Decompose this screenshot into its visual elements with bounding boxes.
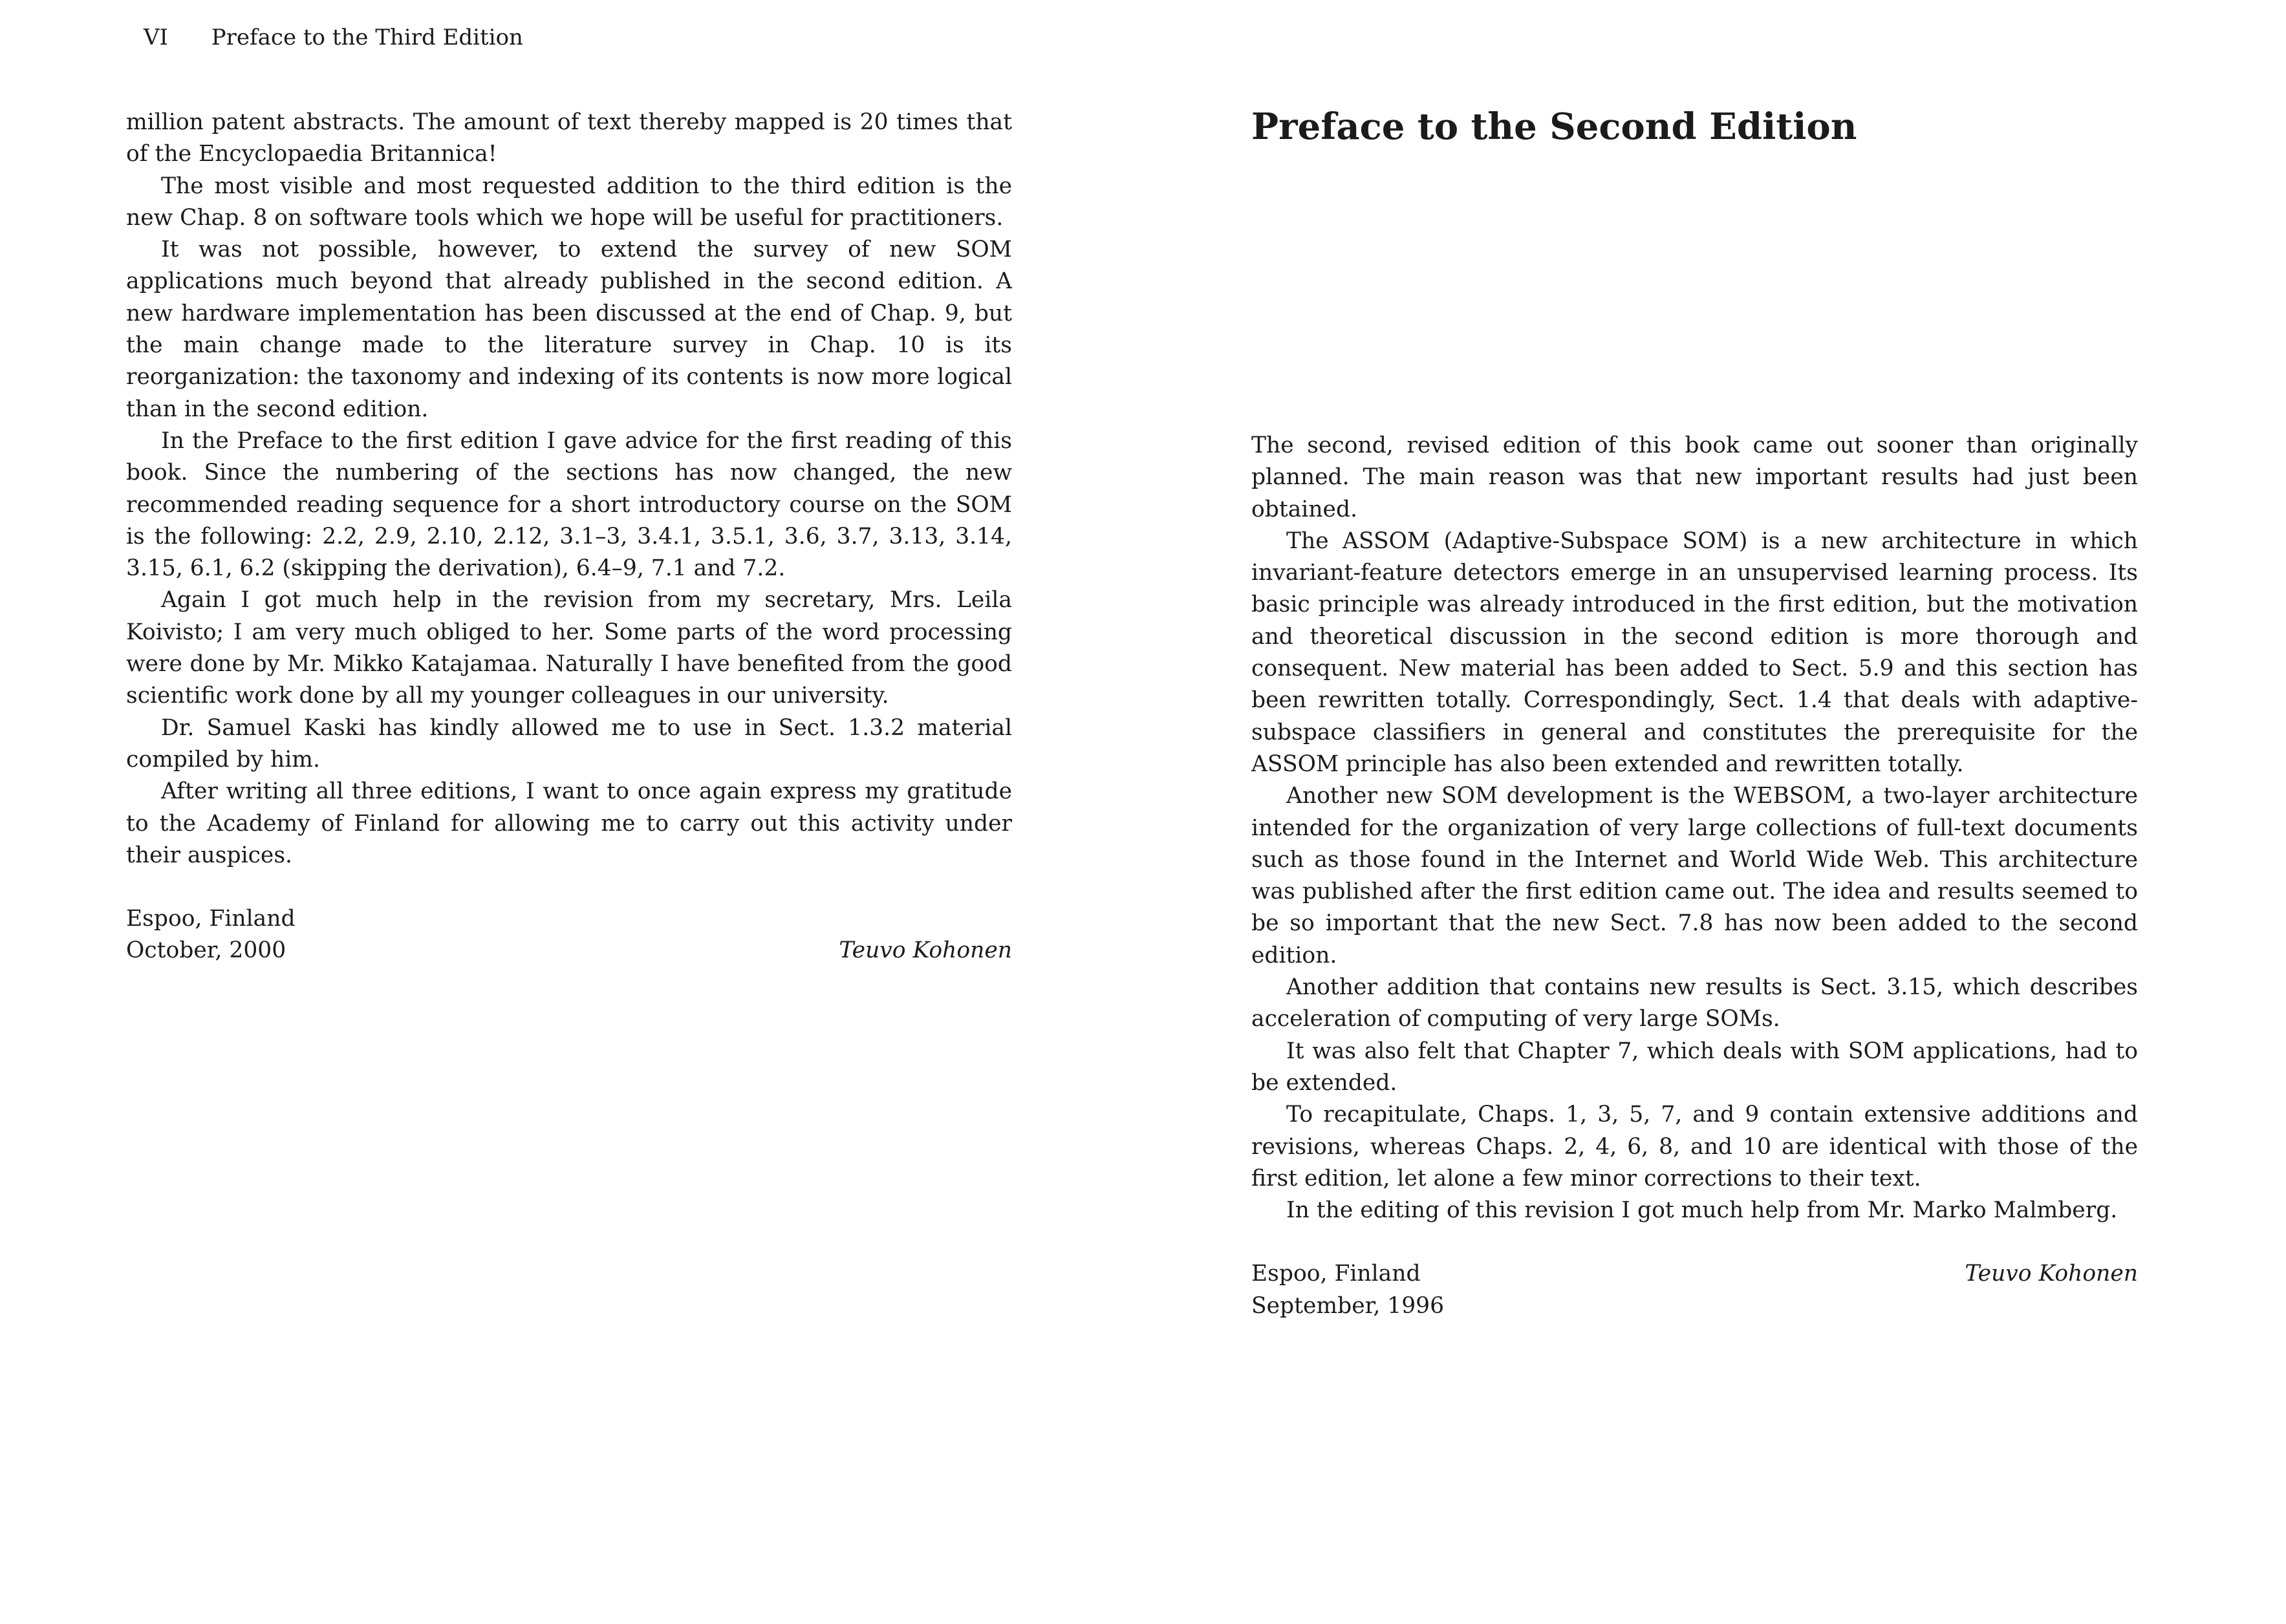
signoff-author: Teuvo Kohonen — [839, 937, 1012, 964]
paragraph: In the Preface to the first edition I gave advice for the first reading of this book. Since the numbering of the sections has now changed, the new recommended reading sequence for a short introductory course on the SOM is the following: 2.2, 2.9, 2.10, 2.12, 3.1–3, 3.4.1, 3.5.1, 3.6, 3.7, 3.13, 3.14, 3.15, 6.1, 6.2 (skipping the derivation), 6.4–9, 7.1 and 7.2. — [126, 427, 1012, 582]
left-body-text — [126, 107, 1012, 967]
paragraph: It was not possible, however, to extend the survey of new SOM applications much beyond that already published in the second edition. A new hardware implementation has been discussed at the end of Chap. 9, but the main change made to the literature survey in Chap. 10 is its reorganization: the taxonomy and indexing of its contents is now more logical than in the second edition. — [126, 237, 1012, 422]
paragraph: The second, revised edition of this book came out sooner than originally planned. The main reason was that new important results had just been obtained. — [1251, 433, 2138, 522]
paragraph: It was also felt that Chapter 7, which deals with SOM applications, had to be extended. — [1251, 1038, 2138, 1096]
paragraph: In the editing of this revision I got much help from Mr. Marko Malmberg. — [1286, 1197, 2118, 1224]
chapter-title: Preface to the Second Edition — [1251, 105, 1857, 148]
running-head — [144, 23, 523, 52]
right-page — [1143, 0, 2286, 1624]
paragraph: To recapitulate, Chaps. 1, 3, 5, 7, and 9 contain extensive additions and revisions, whereas Chaps. 2, 4, 6, 8, and 10 are identical with those of the first edition, let alone a few minor corrections to their text. — [1251, 1102, 2138, 1191]
paragraph: Dr. Samuel Kaski has kindly allowed me to use in Sect. 1.3.2 material compiled by him. — [126, 714, 1012, 773]
page-number: VI — [144, 25, 168, 50]
right-body-text — [1251, 430, 2138, 1322]
signoff — [126, 903, 1012, 967]
signoff-place: Espoo, Finland — [1251, 1261, 1421, 1287]
paragraph: million patent abstracts. The amount of text thereby mapped is 20 times that of the Encyclopaedia Britannica! — [126, 109, 1012, 167]
paragraph: After writing all three editions, I want to once again express my gratitude to the Academy of Finland for allowing me to carry out this activity under their auspices. — [126, 778, 1012, 868]
running-title: Preface to the Third Edition — [211, 25, 523, 50]
signoff-date: October, 2000 — [126, 937, 286, 964]
signoff-date: September, 1996 — [1251, 1292, 1445, 1319]
signoff-place: Espoo, Finland — [126, 906, 296, 932]
paragraph: Again I got much help in the revision from my secretary, Mrs. Leila Koivisto; I am very much obliged to her. Some parts of the word processing were done by Mr. Mikko Katajamaa. Naturally I have benefited from the good scientific work done by all my younger colleagues in our university. — [126, 587, 1012, 709]
paragraph: The ASSOM (Adaptive-Subspace SOM) is a new architecture in which invariant-feature detectors emerge in an unsupervised learning process. Its basic principle was already introduced in the first edition, but the motivation and theoretical discussion in the second edition is more thorough and consequent. New material has been added to Sect. 5.9 and this section has been rewritten totally. Correspondingly, Sect. 1.4 that deals with adaptive-subspace classifiers in general and constitutes the prerequisite for the ASSOM principle has also been extended and rewritten totally. — [1251, 528, 2138, 777]
paragraph: The most visible and most requested addition to the third edition is the new Chap. 8 on software tools which we hope will be useful for practitioners. — [126, 173, 1012, 231]
signoff-place-date — [126, 903, 296, 967]
paragraph: Another addition that contains new results is Sect. 3.15, which describes acceleration of computing of very large SOMs. — [1251, 974, 2138, 1032]
paragraph: Another new SOM development is the WEBSOM, a two-layer architecture intended for the organization of very large collections of full-text documents such as those found in the Internet and World Wide Web. This architecture was published after the first edition came out. The idea and results seemed to be so important that the new Sect. 7.8 has now been added to the second edition. — [1251, 783, 2138, 968]
signoff-place-date — [1251, 1258, 1444, 1322]
signoff-author: Teuvo Kohonen — [1965, 1261, 2138, 1287]
signoff — [1251, 1258, 2138, 1322]
